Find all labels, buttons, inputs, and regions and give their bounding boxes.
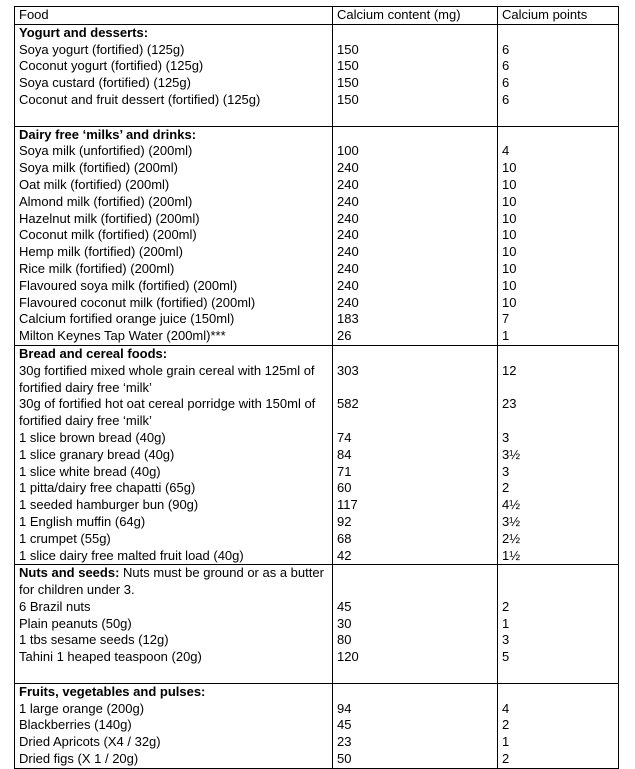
calcium-points-value: 5 <box>502 649 510 665</box>
calcium-mg-value: 150 <box>337 41 359 57</box>
section-calcium-cell <box>333 24 498 126</box>
calcium-mg-value: 303 <box>337 362 359 378</box>
food-item: 1 slice dairy free malted fruit load (40g) <box>19 547 244 563</box>
calcium-points-value: 4 <box>502 143 510 159</box>
calcium-mg-value: 45 <box>337 717 352 733</box>
spacer <box>337 127 493 144</box>
calcium-mg-value: 94 <box>337 700 352 716</box>
calcium-points-value: 2 <box>502 480 510 496</box>
calcium-mg-value: 240 <box>337 193 359 209</box>
section-points-cell <box>498 565 619 684</box>
header-calcium-content: Calcium content (mg) <box>333 7 498 25</box>
section-note: Nuts must be ground or as a butter for children under 3. <box>19 565 324 598</box>
spacer <box>337 25 493 42</box>
section-points-cell <box>498 24 619 126</box>
calcium-mg-value: 120 <box>337 649 359 665</box>
calcium-points-value: 10 <box>502 176 517 192</box>
food-item: Calcium fortified orange juice (150ml) <box>19 311 235 327</box>
calcium-points-value: 1½ <box>502 547 521 563</box>
food-item: Coconut and fruit dessert (fortified) (125g) <box>19 91 261 107</box>
section-points-cell <box>498 345 619 564</box>
spacer <box>502 413 614 430</box>
calcium-mg-value: 23 <box>337 734 352 750</box>
food-item: Rice milk (fortified) (200ml) <box>19 260 175 276</box>
food-item: 1 pitta/dairy free chapatti (65g) <box>19 480 196 496</box>
calcium-mg-value: 42 <box>337 547 352 563</box>
section-heading <box>19 25 328 42</box>
calcium-points-value: 10 <box>502 193 517 209</box>
calcium-mg-value: 240 <box>337 210 359 226</box>
calcium-mg-value: 100 <box>337 143 359 159</box>
section-calcium-cell <box>333 565 498 684</box>
section-title: Fruits, vegetables and pulses: <box>19 683 206 699</box>
section-heading <box>19 346 328 363</box>
food-item: 30g of fortified hot oat cereal porridge with 150ml of fortified dairy free ‘milk’ <box>19 396 316 429</box>
food-item: 1 slice brown bread (40g) <box>19 429 166 445</box>
calcium-points-value: 6 <box>502 58 510 74</box>
calcium-mg-value: 80 <box>337 632 352 648</box>
section-row <box>15 683 619 768</box>
spacer <box>337 380 493 397</box>
spacer <box>502 582 614 599</box>
calcium-points-value <box>502 666 614 683</box>
calcium-points-value: 1 <box>502 734 510 750</box>
food-item: Hemp milk (fortified) (200ml) <box>19 244 183 260</box>
calcium-mg-value: 240 <box>337 294 359 310</box>
calcium-mg-value: 150 <box>337 91 359 107</box>
spacer <box>337 684 493 701</box>
food-item: 1 slice granary bread (40g) <box>19 446 175 462</box>
food-item: Coconut milk (fortified) (200ml) <box>19 227 197 243</box>
section-points-cell <box>498 126 619 345</box>
food-item: 6 Brazil nuts <box>19 598 91 614</box>
food-item <box>19 666 328 683</box>
calcium-points-value: 10 <box>502 244 517 260</box>
calcium-mg-value: 26 <box>337 328 352 344</box>
calcium-points-value: 2½ <box>502 530 521 546</box>
food-item: Soya yogurt (fortified) (125g) <box>19 41 185 57</box>
calcium-points-value: 6 <box>502 91 510 107</box>
calcium-points-value: 10 <box>502 294 517 310</box>
calcium-mg-value <box>337 666 493 683</box>
food-item: Flavoured coconut milk (fortified) (200ml) <box>19 294 256 310</box>
section-food-cell <box>15 345 333 564</box>
calcium-mg-value: 84 <box>337 446 352 462</box>
table-body <box>15 24 619 768</box>
calcium-points-value: 12 <box>502 362 517 378</box>
food-item: Oat milk (fortified) (200ml) <box>19 176 170 192</box>
spacer <box>337 582 493 599</box>
food-item: Soya milk (unfortified) (200ml) <box>19 143 193 159</box>
food-item: 30g fortified mixed whole grain cereal with 125ml of fortified dairy free ‘milk’ <box>19 362 315 395</box>
calcium-points-value: 3 <box>502 429 510 445</box>
spacer <box>502 684 614 701</box>
food-item: Tahini 1 heaped teaspoon (20g) <box>19 649 202 665</box>
food-item: Almond milk (fortified) (200ml) <box>19 193 193 209</box>
section-row <box>15 565 619 684</box>
calcium-mg-value: 71 <box>337 463 352 479</box>
calcium-points-value: 10 <box>502 160 517 176</box>
calcium-points-value: 6 <box>502 41 510 57</box>
calcium-points-value: 3½ <box>502 513 521 529</box>
spacer <box>337 413 493 430</box>
section-food-cell <box>15 565 333 684</box>
section-row <box>15 345 619 564</box>
calcium-mg-value: 30 <box>337 615 352 631</box>
calcium-mg-value: 92 <box>337 513 352 529</box>
food-item: 1 large orange (200g) <box>19 700 145 716</box>
food-item: Milton Keynes Tap Water (200ml)*** <box>19 328 226 344</box>
calcium-points-value: 10 <box>502 260 517 276</box>
spacer <box>337 109 493 126</box>
calcium-points-value: 3 <box>502 632 510 648</box>
calcium-points-value: 23 <box>502 396 517 412</box>
calcium-points-value: 6 <box>502 75 510 91</box>
calcium-mg-value: 45 <box>337 598 352 614</box>
section-title: Nuts and seeds: <box>19 565 120 581</box>
section-title: Dairy free ‘milks’ and drinks: <box>19 126 197 142</box>
calcium-points-value: 10 <box>502 277 517 293</box>
calcium-table <box>14 6 619 769</box>
section-title: Yogurt and desserts: <box>19 24 149 40</box>
calcium-points-value: 10 <box>502 227 517 243</box>
spacer <box>337 565 493 582</box>
calcium-mg-value: 50 <box>337 751 352 767</box>
header-row <box>15 7 619 25</box>
section-row <box>15 24 619 126</box>
food-item: Hazelnut milk (fortified) (200ml) <box>19 210 200 226</box>
calcium-mg-value: 240 <box>337 277 359 293</box>
food-item: Dried figs (X 1 / 20g) <box>19 751 139 767</box>
section-heading <box>19 127 328 144</box>
food-item: Dried Apricots (X4 / 32g) <box>19 734 161 750</box>
calcium-mg-value: 582 <box>337 396 359 412</box>
calcium-points-value: 3 <box>502 463 510 479</box>
calcium-points-value: 1 <box>502 328 510 344</box>
section-food-cell <box>15 683 333 768</box>
section-calcium-cell <box>333 345 498 564</box>
header-calcium-points: Calcium points <box>498 7 619 25</box>
section-row <box>15 126 619 345</box>
calcium-mg-value: 240 <box>337 260 359 276</box>
spacer <box>502 127 614 144</box>
calcium-mg-value: 117 <box>337 497 358 513</box>
section-food-cell <box>15 126 333 345</box>
calcium-points-value: 2 <box>502 598 510 614</box>
calcium-mg-value: 183 <box>337 311 359 327</box>
calcium-points-value: 2 <box>502 717 510 733</box>
food-item: Soya custard (fortified) (125g) <box>19 75 191 91</box>
food-item: Flavoured soya milk (fortified) (200ml) <box>19 277 238 293</box>
header-food: Food <box>15 7 333 25</box>
calcium-points-value: 7 <box>502 311 510 327</box>
section-heading <box>19 565 328 599</box>
section-calcium-cell <box>333 126 498 345</box>
food-item: Plain peanuts (50g) <box>19 615 132 631</box>
food-item: 1 English muffin (64g) <box>19 513 146 529</box>
calcium-mg-value: 68 <box>337 530 352 546</box>
calcium-points-value: 4½ <box>502 497 521 513</box>
food-item: 1 seeded hamburger bun (90g) <box>19 497 199 513</box>
section-title: Bread and cereal foods: <box>19 345 168 361</box>
spacer <box>502 565 614 582</box>
calcium-mg-value: 240 <box>337 176 359 192</box>
calcium-points-value: 4 <box>502 700 510 716</box>
calcium-points-value: 10 <box>502 210 517 226</box>
food-item: 1 tbs sesame seeds (12g) <box>19 632 169 648</box>
calcium-mg-value: 240 <box>337 227 359 243</box>
section-calcium-cell <box>333 683 498 768</box>
calcium-mg-value: 60 <box>337 480 352 496</box>
calcium-points-value: 3½ <box>502 446 521 462</box>
food-item: Coconut yogurt (fortified) (125g) <box>19 58 204 74</box>
food-item: Soya milk (fortified) (200ml) <box>19 160 178 176</box>
calcium-points-value: 1 <box>502 615 510 631</box>
section-food-cell <box>15 24 333 126</box>
spacer <box>337 346 493 363</box>
section-points-cell <box>498 683 619 768</box>
food-item: 1 crumpet (55g) <box>19 530 111 546</box>
calcium-points-value: 2 <box>502 751 510 767</box>
calcium-mg-value: 150 <box>337 75 359 91</box>
spacer <box>502 25 614 42</box>
calcium-mg-value: 150 <box>337 58 359 74</box>
section-heading <box>19 684 328 701</box>
food-item: 1 slice white bread (40g) <box>19 463 161 479</box>
spacer <box>502 346 614 363</box>
food-item: Blackberries (140g) <box>19 717 132 733</box>
calcium-mg-value: 240 <box>337 160 359 176</box>
calcium-mg-value: 240 <box>337 244 359 260</box>
spacer <box>502 380 614 397</box>
spacer <box>502 109 614 126</box>
calcium-mg-value: 74 <box>337 429 352 445</box>
